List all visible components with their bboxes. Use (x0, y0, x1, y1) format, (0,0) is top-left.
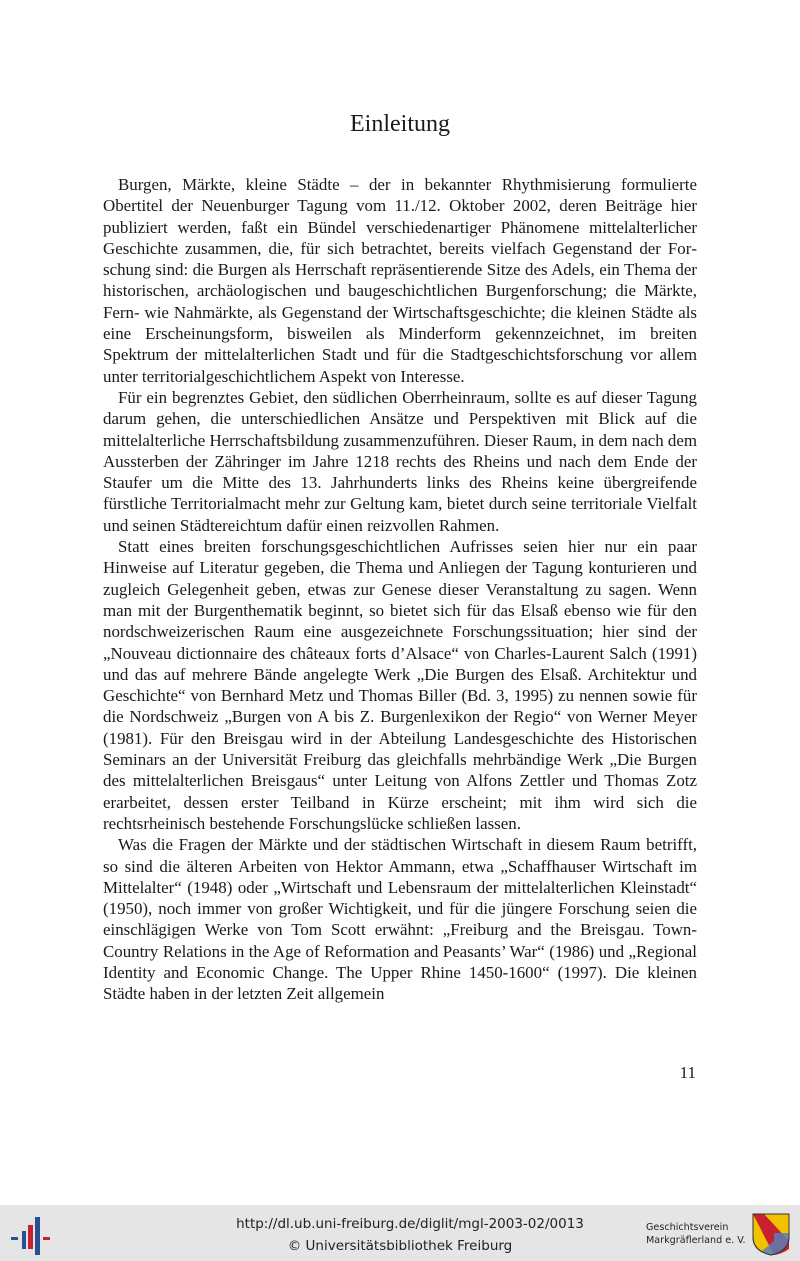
permalink-url[interactable]: http://dl.ub.uni-freiburg.de/diglit/mgl-2003-02/0013 (236, 1216, 584, 1232)
coat-of-arms-icon (750, 1211, 792, 1257)
copyright-notice: © Universitätsbibliothek Freiburg (287, 1238, 513, 1254)
paragraph-3: Statt eines breiten forschungsgeschichtlichen Aufrisses seien hier nur ein paar Hinweise auf Literatur gegeben, die Thema und Anliegen der Tagung konturieren und zugleich Gelegenheit geben, etwas zur Genese dieser Veranstaltung zu sagen. Wenn man mit der Burgenthematik beginnt, so bietet sich für das Elsaß ebenso wie für den nordschweizerischen Raum eine ausgezeichnete Forschungssituation; hier sind der „Nouveau dictionnaire des châteaux forts d’Alsace“ von Charles-Laurent Salch (1991) und das auf mehrere Bände angelegte Werk „Die Burgen des Elsaß. Architektur und Geschichte“ von Bernhard Metz und Thomas Biller (Bd. 3, 1995) zu nennen sowie für die Nordschweiz „Burgen von A bis Z. Burgenlexikon der Regio“ von Werner Meyer (1981). Für den Breisgau wird in der Abteilung Landesgeschichte des Historischen Seminars an der Universität Freiburg das gleichfalls mehrbändige Werk „Die Burgen des mittelalterlichen Breisgaus“ unter Leitung von Alfons Zettler und Thomas Zotz erarbeitet, dessen erster Teilband in Kürze erscheint; mit ihm wird sich die rechtsrheinisch bestehende Forschungslücke schließen lassen. (103, 537, 697, 833)
footer-bar (0, 1205, 800, 1261)
society-name-line2: Markgräflerland e. V. (646, 1234, 746, 1246)
ub-freiburg-logo-icon[interactable] (8, 1211, 54, 1257)
paragraph-2: Für ein begrenztes Gebiet, den südlichen Oberrheinraum, sollte es auf dieser Tagung darum gehen, die unterschiedlichen Ansätze und Perspektiven mit Blick auf die mittelalterliche Herrschaftsbildung zusammenzuführen. Dieser Raum, in dem nach dem Aussterben der Zähringer im Jahre 1218 rechts des Rheins und nach dem Ende der Staufer um die Mitte des 13. Jahrhunderts links des Rheins keine übergreifende fürstliche Territorialmacht mehr zur Geltung kam, bietet durch seine territoriale Vielfalt und seinen Städtereichtum dafür einen reizvollen Rahmen. (103, 387, 697, 535)
society-name-line1: Geschichtsverein (646, 1222, 729, 1233)
body-text (103, 174, 697, 1005)
page-title: Einleitung (350, 111, 450, 137)
society-name (646, 1222, 746, 1247)
paragraph-1: Burgen, Märkte, kleine Städte – der in bekannter Rhythmisierung formulierte Obertitel der Neuenburger Tagung vom 11./12. Oktober 2002, deren Beiträge hier publiziert werden, faßt ein Bündel verschiedenartiger Phänomene mittelalterlicher Geschichte zusammen, die, für sich betrachtet, bereits vielfach Gegenstand der Forschung sind: die Burgen als Herrschaft repräsentierende Sitze des Adels, ein Thema der historischen, archäologischen und baugeschichtlichen Burgenforschung; die Märkte, Fern- wie Nahmärkte, als Gegenstand der Wirtschaftsgeschichte; die kleinen Städte als eine Erscheinungsform, bisweilen als Minderform gekennzeichnet, im breiten Spektrum der mittelalterlichen Stadt und für die Stadtgeschichtsforschung vor allem unter territorialgeschichtlichem Aspekt von Interesse. (103, 175, 697, 386)
paragraph-4: Was die Fragen der Märkte und der städtischen Wirtschaft in diesem Raum betrifft, so sind die älteren Arbeiten von Hektor Ammann, etwa „Schaffhauser Wirtschaft im Mittelalter“ (1948) oder „Wirtschaft und Lebensraum der mittelalterlichen Kleinstadt“ (1950), noch immer von großer Wichtigkeit, und für die jüngere Forschung seien die einschlägigen Werke von Tom Scott erwähnt: „Freiburg and the Breisgau. Town-Country Relations in the Age of Reformation and Peasants’ War“ (1986) und „Regional Identity and Economic Change. The Upper Rhine 1450-1600“ (1997). Die kleinen Städte haben in der letzten Zeit allgemein (103, 835, 697, 1004)
page-number: 11 (679, 1063, 696, 1082)
